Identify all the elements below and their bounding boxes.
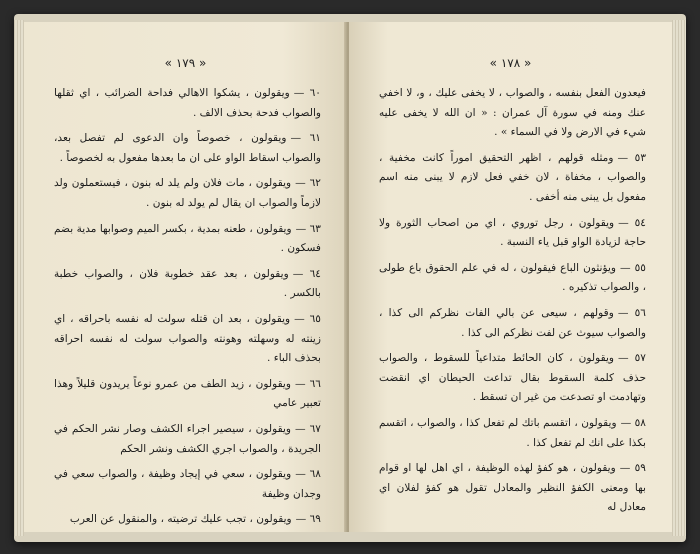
- left-page-text: [54, 84, 321, 532]
- entry: [54, 310, 321, 369]
- entry-number: ٥٣ —: [617, 151, 647, 164]
- entry-text: ويقولون ، خصوصاً وان الدعوى لم تفصل بعد، والصواب اسقاط الواو على ان ما بعدها مفعول به لخصوصاً .: [54, 132, 321, 164]
- entry: [54, 129, 321, 168]
- entry: [54, 465, 321, 504]
- entry-text: ويؤنثون الباع فيقولون ، له في علم الحقوق باع طولى ، والصواب تذكيره .: [379, 261, 646, 294]
- entry-number: ٥٦ —: [617, 306, 646, 319]
- entry: [54, 84, 321, 123]
- entry-number: ٦٥ —: [294, 312, 321, 325]
- entry-number: ٦٧ —: [295, 422, 321, 435]
- entry-number: ٥٩ —: [619, 462, 646, 475]
- right-page-text: [379, 84, 646, 524]
- entry: [54, 174, 321, 213]
- entry: [379, 349, 646, 408]
- entry-text: ويقولون ، سيصير اجراء الكشف وصار نشر الحكم في الجريدة ، والصواب اجري الكشف ونشر الحكم: [54, 422, 321, 455]
- entry-text: ويقولون ، سعي في إيجاد وظيفة ، والصواب سعي في وجدان وظيفة: [54, 468, 321, 500]
- entry-number: ٦٣ —: [295, 222, 321, 235]
- entry-number: ٦٢ —: [295, 177, 321, 190]
- page-edges-right: [672, 20, 686, 536]
- entry: [54, 265, 321, 304]
- right-page: [349, 22, 672, 532]
- entry-number: ٦٤ —: [292, 267, 321, 280]
- entry: [379, 214, 646, 253]
- entry-number: ٥٥ —: [620, 261, 646, 274]
- entry-number: ٥٤ —: [618, 216, 646, 229]
- entry-number: ٦٩ —: [295, 513, 321, 526]
- entry: [379, 259, 646, 298]
- entry: [54, 420, 321, 459]
- page-edges-left: [14, 20, 24, 536]
- entry: [379, 459, 646, 518]
- entry-text: ويقولون ، كان الحائط متداعياً للسقوط ، والصواب حذف كلمة السقوط بقال تداعت الحيطان اي انقضت وتهادمت او تصدعت من غير ان تسقط .: [379, 352, 646, 404]
- entry-number: ٥٨ —: [620, 416, 646, 429]
- entry-number: ٦٦ —: [295, 377, 321, 390]
- open-book: [14, 14, 686, 542]
- entry-text: ومثله قولهم ، اظهر التحقيق اموراً كانت مخفية ، والصواب ، مخفاة ، لان خفي فعل لازم لا يبنى منه اسم مفعول بل يبنى منه أخفى .: [379, 151, 646, 203]
- entry: [379, 304, 646, 343]
- entry: [54, 220, 321, 259]
- entry-number: ٥٧ —: [618, 352, 646, 365]
- right-page-number: « ١٧٨ »: [489, 56, 532, 70]
- entry-number: ٦٠ —: [293, 87, 321, 99]
- entry-text: وقولهم ، سيعى عن بالي الفات نظركم الى كذا ، والصواب سيوث عن لفت نظركم الى كذا .: [379, 306, 646, 339]
- entry-number: ٦١ —: [290, 132, 321, 145]
- entry-text: ويقولون ، اتقسم باتك لم تفعل كذا ، والصواب ، اتقسم بكذا على انك لم تفعل كذا .: [379, 416, 646, 449]
- entry-text: ويقولون ، هو كفؤ لهذه الوظيفة ، اي اهل لها او قوام بها ومعنى الكفؤ النظير والمعادل تقول هو كفؤ لفلان اي معادل له: [379, 462, 646, 514]
- entry-text: ويقولون ، بعد عقد خطوبة فلان ، والصواب خطبة بالكسر .: [54, 267, 321, 300]
- entry-text: ويقولون ، تجب عليك ترضيته ، والمنقول عن العرب: [69, 513, 292, 526]
- left-page-number: « ١٧٩ »: [164, 56, 207, 70]
- entry-text: ويقولون ، مات فلان ولم يلد له بنون ، فيستعملون ولد لازماً والصواب ان يقال لم يولد له بنون .: [54, 177, 321, 209]
- entry: [379, 149, 646, 208]
- entry-number: ٦٨ —: [295, 468, 321, 481]
- left-page: [24, 22, 347, 532]
- entry-text: ويقولون ، يشكوا الاهالي فداحة الضرائب ، اي ثقلها والصواب فدحة بحذف الالف .: [54, 87, 321, 119]
- entry-text: ويقولون ، بعد ان قتله سولت له نفسه باحراقه ، اي زينته له وسهلته وهونته والصواب سولت له نفسه احراقه بحذف الباء .: [54, 312, 321, 365]
- entry-text: ويقولون ، زيد الطف من عمرو نوعاً يريدون قليلاً وهذا تعبير عامي: [54, 377, 321, 410]
- entry: [54, 375, 321, 414]
- entry-text: ويقولون ، رجل توروي ، اي من اصحاب الثورة ولا حاجة لزيادة الواو قبل ياء النسبة .: [379, 216, 646, 249]
- entry-text: ويقولون ، طعنه بمدية ، بكسر الميم وصوابها مدية بضم فسكون .: [54, 222, 321, 255]
- entry: [379, 414, 646, 453]
- entry: [54, 510, 321, 530]
- right-page-intro: فيعدون الفعل بنفسه ، والصواب ، لا يخفى عليك ، و، لا اخفي عنك ومنه في سورة آل عمران : « ان الله لا يخفى عليه شيء في الارض ولا في السماء » .: [379, 87, 646, 139]
